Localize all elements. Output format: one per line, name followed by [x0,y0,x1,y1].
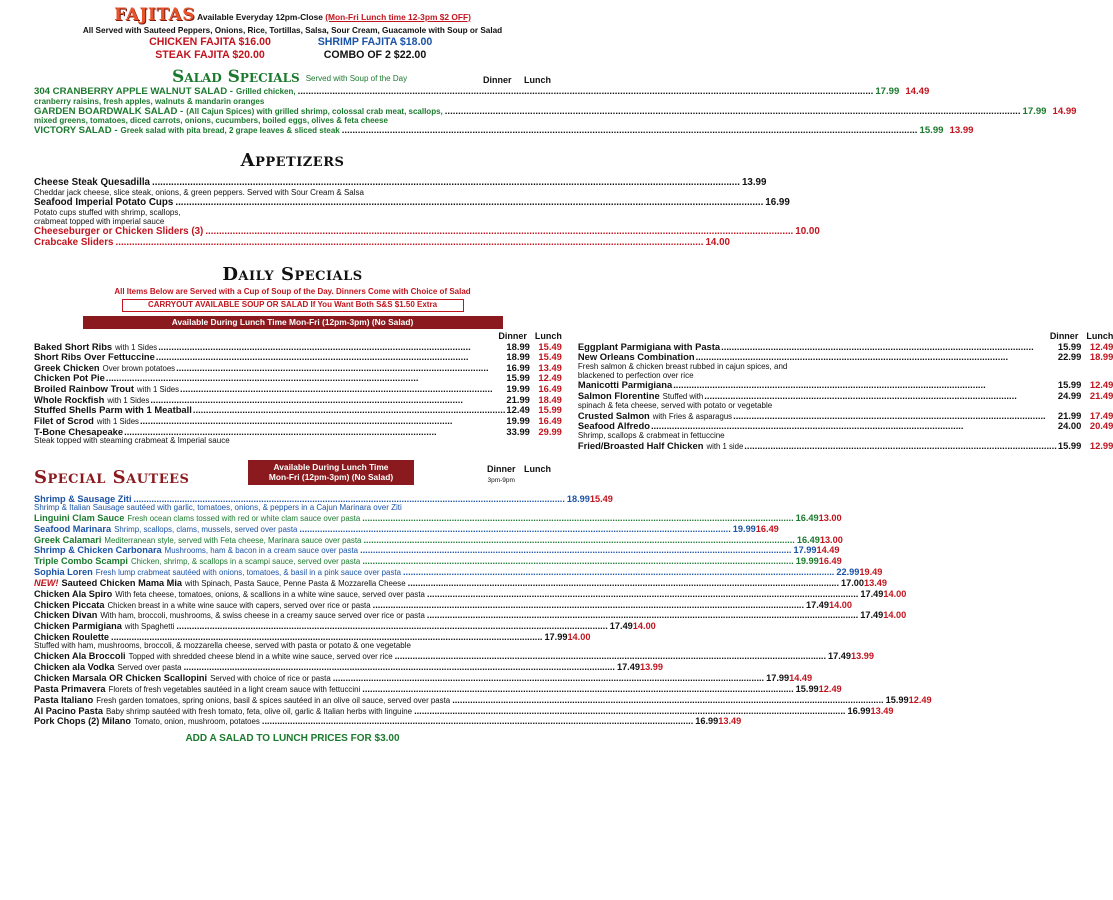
leader-dots [452,695,883,705]
daily-dinner-price: 19.99 [506,383,530,395]
salad-detail: Grilled chicken, [236,86,296,96]
daily-right-col-lunch: Lunch [1086,331,1113,342]
daily-item-name: Stuffed Shells Parm with 1 Meatball [34,404,192,416]
appetizer-name: Cheeseburger or Chicken Sliders (3) [34,226,204,238]
leader-dots [704,391,1057,402]
sautee-description: Tomato, onion, mushroom, potatoes [134,717,260,727]
sautee-name: Chicken ala Vodka [34,662,115,673]
daily-lunch-price: 12.99 [1089,439,1113,451]
sautee-description: Served with choice of rice or pasta [210,674,331,684]
daily-dinner-price: 15.99 [1057,439,1082,451]
daily-item-name: Seafood Alfredo [577,420,650,432]
sautee-name: Chicken Roulette [34,632,110,643]
appetizer-description: Potato cups stuffed with shrimp, scallops, [34,208,181,218]
sautee-description: with Spinach, Pasta Sauce, Penne Pasta & Mozzarella Cheese [185,578,406,588]
chicken-fajita-price: CHICKEN FAJITA $16.00 [149,36,271,49]
sautee-name: Chicken Marsala OR Chicken Scallopini [34,673,208,684]
sautee-lunch-price: 13.49 [864,577,888,588]
leader-dots [180,384,505,395]
sautee-dinner-price: 22.99 [836,567,860,578]
daily-left-column [34,331,562,451]
daily-lunch-price: 21.49 [1089,390,1113,402]
daily-lunch-price: 29.99 [538,425,562,437]
daily-item-name: Salmon Florentine [577,390,660,402]
sautee-description: Fresh lump crabmeat sautéed with onions, tomatoes, & basil in a pink sauce over pasta [95,568,401,578]
sautee-row [34,512,842,524]
salad-name: VICTORY SALAD - [34,125,118,137]
sautee-row [34,716,742,727]
shrimp-fajita-price: SHRIMP FAJITA $18.00 [317,36,433,49]
sautee-name: Linguini Clam Sauce [34,512,125,523]
salad-description: mixed greens, tomatoes, diced carrots, onions, cucumbers, boiled eggs, olives & feta cheese [34,116,388,126]
salad-specials-title: Salad Specials [172,66,300,87]
daily-dinner-price: 16.99 [506,361,530,373]
sautee-dinner-price: 17.99 [793,545,817,556]
sautee-name: Al Pacino Pasta [34,705,103,716]
carryout-note: CARRYOUT AVAILABLE SOUP OR SALAD If You Want Both S&S $1.50 Extra [122,299,464,312]
leader-dots [445,107,1021,118]
sautee-name: Chicken Divan [34,610,98,621]
sautee-dinner-price: 17.49 [828,651,852,662]
daily-specials-note: All Items Below are Served with a Cup of Soup of the Day. Dinners Come with Choice of Salad [114,287,471,297]
daily-left-headers [34,331,562,341]
sautee-description: Served over pasta [117,663,182,673]
sautee-dinner-price: 17.49 [806,599,830,610]
sautee-description: Chicken, shrimp, & scallops in a scampi sauce, served over pasta [130,557,361,567]
new-badge: NEW! [34,577,59,588]
leader-dots [427,610,858,620]
daily-item-note: with Fries & asparagus [652,411,733,421]
leader-dots [362,556,793,566]
appetizer-name: Crabcake Sliders [34,237,114,248]
leader-dots [373,600,804,610]
leader-dots [363,535,794,545]
sautee-description: Shrimp, scallops, clams, mussels, served over pasta [114,524,298,534]
daily-lunch-price: 16.49 [538,414,562,426]
daily-dinner-price: 22.99 [1057,351,1082,363]
salad-dinner-price: 17.99 [875,85,900,97]
daily-lunch-price: 13.49 [538,361,562,373]
lunch-salad-footer: ADD A SALAD TO LUNCH PRICES FOR $3.00 [185,733,400,745]
daily-item-name: Fried/Broasted Half Chicken [577,439,704,451]
sautee-name: Pasta Italiano [34,694,94,705]
sautee-name: Pasta Primavera [34,683,106,694]
sautees-bar-line1: Available During Lunch Time [273,461,389,472]
sautee-description: Mediterranean style, served with Feta cheese, Marinara sauce over pasta [104,535,362,545]
sautee-name: Sophia Loren [34,567,93,578]
daily-lunch-bar: Available During Lunch Time Mon-Fri (12pm-3pm) (No Salad) [83,316,503,329]
sautee-dinner-price: 19.99 [795,556,819,567]
sautee-dinner-price: 18.99 [566,493,590,504]
sautee-row [34,556,842,567]
sautee-description: Shrimp & Italian Sausage sautéed with garlic, tomatoes, onions, & peppers in a Cajun Marinara over Ziti [34,502,402,512]
daily-item-description: Fresh salmon & chicken breast rubbed in cajun spices, and [577,361,788,371]
daily-item-note: with 1 side [706,441,744,451]
sautee-lunch-price: 13.99 [851,651,875,662]
salad-col-dinner: Dinner [482,74,512,85]
daily-item-name: Crusted Salmon [577,409,650,421]
sautee-lunch-price: 12.49 [908,694,932,705]
daily-dinner-price: 24.99 [1057,390,1082,402]
sautee-description: Fresh ocean clams tossed with red or white clam sauce over pasta [127,513,361,523]
sautee-lunch-price: 13.00 [818,512,842,523]
fajitas-served-with: All Served with Sauteed Peppers, Onions, Rice, Tortillas, Salsa, Sour Cream, Guacamole with Soup or Salad [82,26,503,36]
leader-dots [342,126,918,137]
daily-lunch-price: 12.49 [1089,379,1113,391]
daily-dinner-price: 15.99 [506,372,530,384]
daily-row [578,441,1113,452]
daily-item-name: Baked Short Ribs [34,340,113,352]
daily-item-name: Eggplant Parmigiana with Pasta [577,340,721,352]
salad-columns [483,75,551,85]
sautee-name: Triple Combo Scampi [34,556,128,567]
sautee-lunch-price: 13.99 [639,662,663,673]
sautee-description: Topped with shredded cheese blend in a white wine sauce, served over rice [128,652,393,662]
sautees-title: Special Sautees [34,466,190,488]
sautee-row [34,534,843,546]
sautee-dinner-price: 17.49 [860,588,884,599]
daily-lunch-price: 18.99 [1089,351,1113,363]
appetizer-name: Cheese Steak Quesadilla [34,177,150,189]
sautee-name: Greek Calamari [34,534,102,545]
daily-lunch-price: 18.49 [538,393,562,405]
sautee-lunch-price: 16.49 [755,523,779,534]
sautee-name: Chicken Ala Spiro [34,588,113,599]
daily-item-name: T-Bone Chesapeake [34,425,124,437]
salad-detail: (All Cajun Spices) with grilled shrimp, colossal crab meat, scallops, [186,106,443,116]
sautee-lunch-price: 14.00 [883,610,907,621]
steak-fajita-price: STEAK FAJITA $20.00 [155,49,265,62]
sautee-name: Sauteed Chicken Mama Mia [61,577,182,588]
daily-dinner-price: 18.99 [506,340,530,352]
leader-dots [299,524,730,534]
sautee-row [34,599,853,611]
leader-dots [262,716,693,726]
daily-item-note: with 1 Sides [96,416,139,426]
sautee-description: Mushrooms, ham & bacon in a cream sauce over pasta [164,546,359,556]
sautees-col-dinner-hours: 3pm-9pm [487,476,515,484]
appetizer-list [34,177,820,249]
leader-dots [184,662,615,672]
salad-row [34,125,974,137]
appetizers-title: Appetizers [240,150,345,172]
sautee-lunch-price: 14.00 [883,588,907,599]
daily-right-list [578,342,1113,452]
daily-item-name: Filet of Scrod [34,414,94,426]
daily-right-col-dinner: Dinner [1049,331,1079,342]
sautee-row [34,577,888,589]
daily-lunch-price: 17.49 [1089,409,1113,421]
daily-item-name: Broiled Rainbow Trout [34,383,134,395]
daily-dinner-price: 21.99 [1057,409,1082,421]
sautee-description: With feta cheese, tomatoes, onions, & scallions in a white wine sauce, served over pasta [115,589,425,599]
appetizer-row [34,237,730,249]
salad-dinner-price: 15.99 [919,125,944,137]
salad-name: 304 CRANBERRY APPLE WALNUT SALAD - [34,85,233,97]
sautee-name: Shrimp & Chicken Carbonara [34,545,162,556]
leader-dots [176,621,607,631]
daily-specials-columns [34,331,1113,451]
daily-item-description: Shrimp, scallops & crabmeat in fettuccine [577,430,725,440]
leader-dots [395,651,826,661]
daily-left-col-dinner: Dinner [498,331,527,342]
fajitas-availability: Available Everyday 12pm-Close [197,12,323,22]
leader-dots [414,706,845,716]
sautee-description: Baby shrimp sautéed with fresh tomato, feta, olive oil, garlic & Italian herbs with linguine [105,706,413,716]
daily-dinner-price: 24.00 [1057,420,1082,432]
sautee-row [34,673,813,684]
sautee-lunch-price: 13.49 [718,716,742,727]
daily-item-note: with 1 Sides [107,395,150,405]
sautee-description: Fresh garden tomatoes, spring onions, basil & spices sautéed in an olive oil sauce, served over pasta [96,695,451,705]
daily-lunch-price: 16.49 [538,383,562,395]
leader-dots [744,441,1057,452]
leader-dots [140,416,505,427]
leader-dots [175,198,763,209]
fajitas-lunch-note: (Mon-Fri Lunch time 12-3pm $2 OFF) [325,12,471,22]
sautee-name: Chicken Piccata [34,599,105,610]
daily-item-note: Over brown potatoes [102,363,176,373]
sautee-description: Stuffed with ham, mushrooms, broccoli, & mozzarella cheese, served with pasta or potato & one vegetable [34,641,411,651]
leader-dots [298,87,874,98]
sautee-row [34,545,840,556]
sautee-dinner-price: 17.99 [544,632,568,643]
sautees-lunch-bar [248,460,414,485]
sautee-lunch-price: 12.49 [818,683,842,694]
sautee-row [34,694,932,706]
daily-lunch-price: 15.49 [538,351,562,363]
sautee-description: With ham, broccoli, mushrooms, & swiss cheese in a creamy sauce served over rice or pasta [100,611,425,621]
daily-dinner-price: 21.99 [506,393,530,405]
sautee-description: Florets of fresh vegetables sautéed in a light cream sauce with fettuccini [108,684,361,694]
leader-dots [403,567,834,577]
sautee-lunch-price: 14.00 [632,621,656,632]
daily-specials-title: Daily Specials [222,263,363,285]
sautee-name: Seafood Marinara [34,523,112,534]
fajitas-prices [128,37,458,62]
salad-lunch-price: 13.99 [949,125,974,137]
salad-name: GARDEN BOARDWALK SALAD - [34,105,184,117]
daily-row [578,352,1113,363]
sautee-row [34,651,875,662]
sautee-dinner-price: 17.49 [616,662,640,673]
leader-dots [360,545,791,555]
leader-dots [408,578,839,588]
salad-detail: Greek salad with pita bread, 2 grape leaves & sliced steak [120,126,340,136]
daily-item-name: Greek Chicken [34,361,100,373]
salad-lunch-price: 14.49 [905,85,930,97]
appetizer-price: 10.00 [795,226,820,238]
daily-item-note: with 1 Sides [115,342,158,352]
salad-list [34,85,1077,137]
daily-lunch-price: 12.49 [538,372,562,384]
sautee-row [34,705,894,717]
sautee-lunch-price: 14.49 [816,545,840,556]
daily-item-note: with 1 Sides [137,385,180,395]
sautees-col-dinner: Dinner [486,463,516,474]
salad-col-lunch: Lunch [524,74,551,85]
sautee-row [34,621,656,632]
sautee-dinner-price: 16.49 [796,534,820,545]
daily-item-name: Manicotti Parmigiana [577,379,673,391]
sautee-lunch-price: 14.00 [567,632,591,643]
sautee-name: Chicken Parmigiana [34,621,122,632]
daily-item-name: Short Ribs Over Fettuccine [34,351,155,363]
leader-dots [333,673,764,683]
sautee-dinner-price: 17.00 [841,577,865,588]
sautees-list [34,493,932,728]
daily-dinner-price: 18.99 [506,351,530,363]
daily-left-col-lunch: Lunch [534,331,562,342]
appetizer-price: 16.99 [765,197,790,209]
daily-item-note: Stuffed with [662,392,704,402]
daily-lunch-price: 15.49 [538,340,562,352]
sautee-dinner-price: 19.99 [732,523,756,534]
sautee-description: with Spaghetti [124,622,175,632]
appetizer-price: 13.99 [741,177,767,189]
fajitas-header [34,6,551,25]
sautee-row [34,588,907,600]
leader-dots [696,352,1057,363]
sautee-description: Chicken breast in a white wine sauce with capers, served over rice or pasta [107,600,371,610]
sautee-lunch-price: 13.49 [870,705,894,716]
sautee-row [34,567,883,578]
daily-dinner-price: 19.99 [506,414,530,426]
daily-item-name: Whole Rockfish [34,393,105,405]
sautee-name: Pork Chops (2) Milano [34,716,131,727]
sautee-lunch-price: 14.00 [829,599,853,610]
sautee-lunch-price: 16.49 [818,556,842,567]
sautees-header [34,460,551,494]
sautee-row [34,662,663,673]
t-bone-description: Steak topped with steaming crabmeat & Imperial sauce [34,436,230,446]
sautee-dinner-price: 16.49 [795,512,819,523]
sautee-dinner-price: 15.99 [795,683,819,694]
sautee-dinner-price: 15.99 [885,694,909,705]
sautee-dinner-price: 17.99 [766,673,790,684]
sautee-row [34,610,907,621]
daily-item-description: blackened to perfection over rice [577,370,694,380]
daily-lunch-price: 12.49 [1089,340,1113,352]
sautee-lunch-price: 14.49 [789,673,813,684]
daily-right-column [578,331,1113,451]
fajitas-title: FAJITAS [114,5,196,25]
sautee-dinner-price: 17.49 [609,621,633,632]
leader-dots [427,589,858,599]
sautee-row [34,523,779,535]
daily-dinner-price: 12.49 [506,404,530,416]
sautee-name: Chicken Ala Broccoli [34,651,126,662]
salad-specials-subtitle: Served with Soup of the Day [305,74,408,84]
sautee-name: Shrimp & Sausage Ziti [34,493,132,504]
sautee-dinner-price: 16.99 [695,716,719,727]
daily-item-description: spinach & feta cheese, served with potato or vegetable [577,400,773,410]
sautee-dinner-price: 16.99 [847,705,871,716]
sautee-row [34,683,842,695]
salad-description: cranberry raisins, fresh apples, walnuts & mandarin oranges [34,96,265,106]
sautees-columns [487,464,551,484]
daily-dinner-price: 15.99 [1057,340,1082,352]
appetizer-price: 14.00 [705,237,730,248]
sautee-lunch-price: 15.49 [589,493,613,504]
salad-dinner-price: 17.99 [1022,105,1047,117]
leader-dots [116,238,704,249]
daily-left-list [34,342,562,438]
daily-dinner-price: 33.99 [506,425,530,437]
daily-right-headers [578,331,1113,341]
sautee-lunch-price: 19.49 [859,567,883,578]
leader-dots [362,684,793,694]
daily-item-name: New Orleans Combination [577,351,695,363]
daily-lunch-price: 15.99 [538,404,562,416]
sautees-bar-line2: Mon-Fri (12pm-3pm) (No Salad) [268,472,394,483]
sautees-col-lunch: Lunch [524,463,551,474]
appetizer-description: crabmeat topped with imperial sauce [34,217,165,227]
salad-specials-header [34,68,551,87]
daily-dinner-price: 15.99 [1057,379,1082,391]
combo-fajita-price: COMBO OF 2 $22.00 [323,49,427,62]
salad-lunch-price: 14.99 [1052,105,1077,117]
appetizer-name: Seafood Imperial Potato Cups [34,197,174,209]
sautee-dinner-price: 17.49 [860,610,884,621]
leader-dots [362,513,793,523]
daily-lunch-price: 20.49 [1089,420,1113,432]
sautee-lunch-price: 13.00 [819,534,843,545]
daily-item-name: Chicken Pot Pie [34,372,105,384]
appetizer-description: Cheddar jack cheese, slice steak, onions, & green peppers. Served with Sour Cream & Salsa [34,188,364,198]
